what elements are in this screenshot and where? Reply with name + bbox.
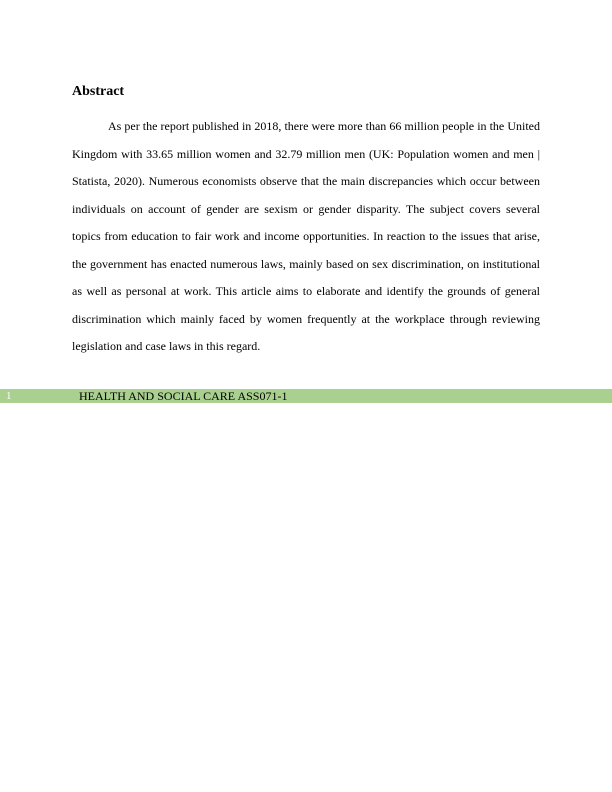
footer-title: HEALTH AND SOCIAL CARE ASS071-1 (79, 389, 288, 403)
page-number: 1 (6, 390, 12, 402)
abstract-paragraph: As per the report published in 2018, there were more than 66 million people in the United Kingdom with 33.65 million women and 32.79 million men (UK: Population women and men | Statista, 2020). Numerous economists observe that the main discrepancies which occur between individuals on account of gender are sexism or gender disparity. The subject covers several topics from education to fair work and income opportunities. In reaction to the issues that arise, the government has enacted numerous laws, mainly based on sex discrimination, on institutional as well as personal at work. This article aims to elaborate and identify the grounds of general discrimination which mainly faced by women frequently at the workplace through reviewing legislation and case laws in this regard. (72, 119, 540, 353)
abstract-heading: Abstract (72, 84, 125, 99)
page-footer (0, 389, 612, 403)
